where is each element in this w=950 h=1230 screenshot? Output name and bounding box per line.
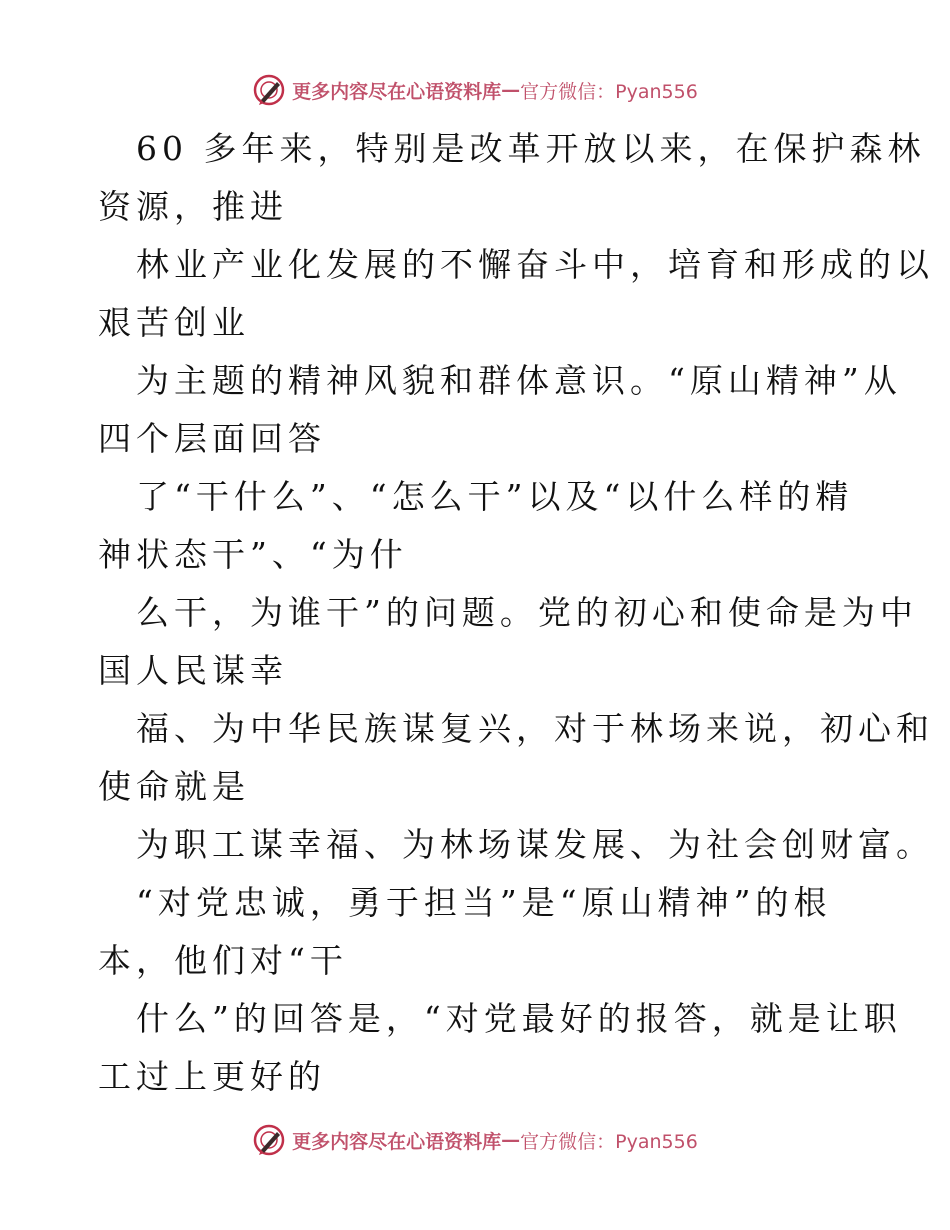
header-banner: [0, 68, 950, 112]
footer-wechat-text: 官方微信：Pyan556: [520, 1130, 698, 1153]
body-line: 工过上更好的: [98, 1057, 326, 1096]
body-line: “对党忠诚，勇于担当”是“原山精神”的根: [136, 883, 832, 922]
footer-banner: [0, 1118, 950, 1162]
footer-site-text: 更多内容尽在心语资料库: [292, 1130, 502, 1153]
body-line: 国人民谋幸: [98, 651, 288, 690]
pen-logo-icon: [252, 73, 286, 107]
body-line: 本，他们对“干: [98, 941, 348, 980]
body-line: 为职工谋幸福、为林场谋发展、为社会创财富。: [136, 825, 934, 864]
header-site-text: 更多内容尽在心语资料库: [292, 80, 502, 103]
footer-dash: —: [501, 1129, 521, 1151]
body-line: 什么”的回答是，“对党最好的报答，就是让职: [136, 999, 902, 1038]
body-line: 么干，为谁干”的问题。党的初心和使命是为中: [136, 593, 918, 632]
body-line: 为主题的精神风貌和群体意识。“原山精神”从: [136, 361, 902, 400]
body-line: 60 多年来，特别是改革开放以来，在保护森林: [136, 129, 926, 168]
body-line: 神状态干”、“为什: [98, 535, 408, 574]
document-body: [98, 120, 934, 1106]
body-line: 福、为中华民族谋复兴，对于林场来说，初心和: [136, 709, 934, 748]
header-dash: —: [501, 79, 521, 101]
body-line: 资源，推进: [98, 187, 288, 226]
pen-logo-icon: [252, 1123, 286, 1157]
body-line: 使命就是: [98, 767, 250, 806]
body-line: 林业产业化发展的不懈奋斗中，培育和形成的以: [136, 245, 934, 284]
body-line: 四个层面回答: [98, 419, 326, 458]
body-line: 了“干什么”、“怎么干”以及“以什么样的精: [136, 477, 854, 516]
body-line: 艰苦创业: [98, 303, 250, 342]
header-wechat-text: 官方微信：Pyan556: [520, 80, 698, 103]
